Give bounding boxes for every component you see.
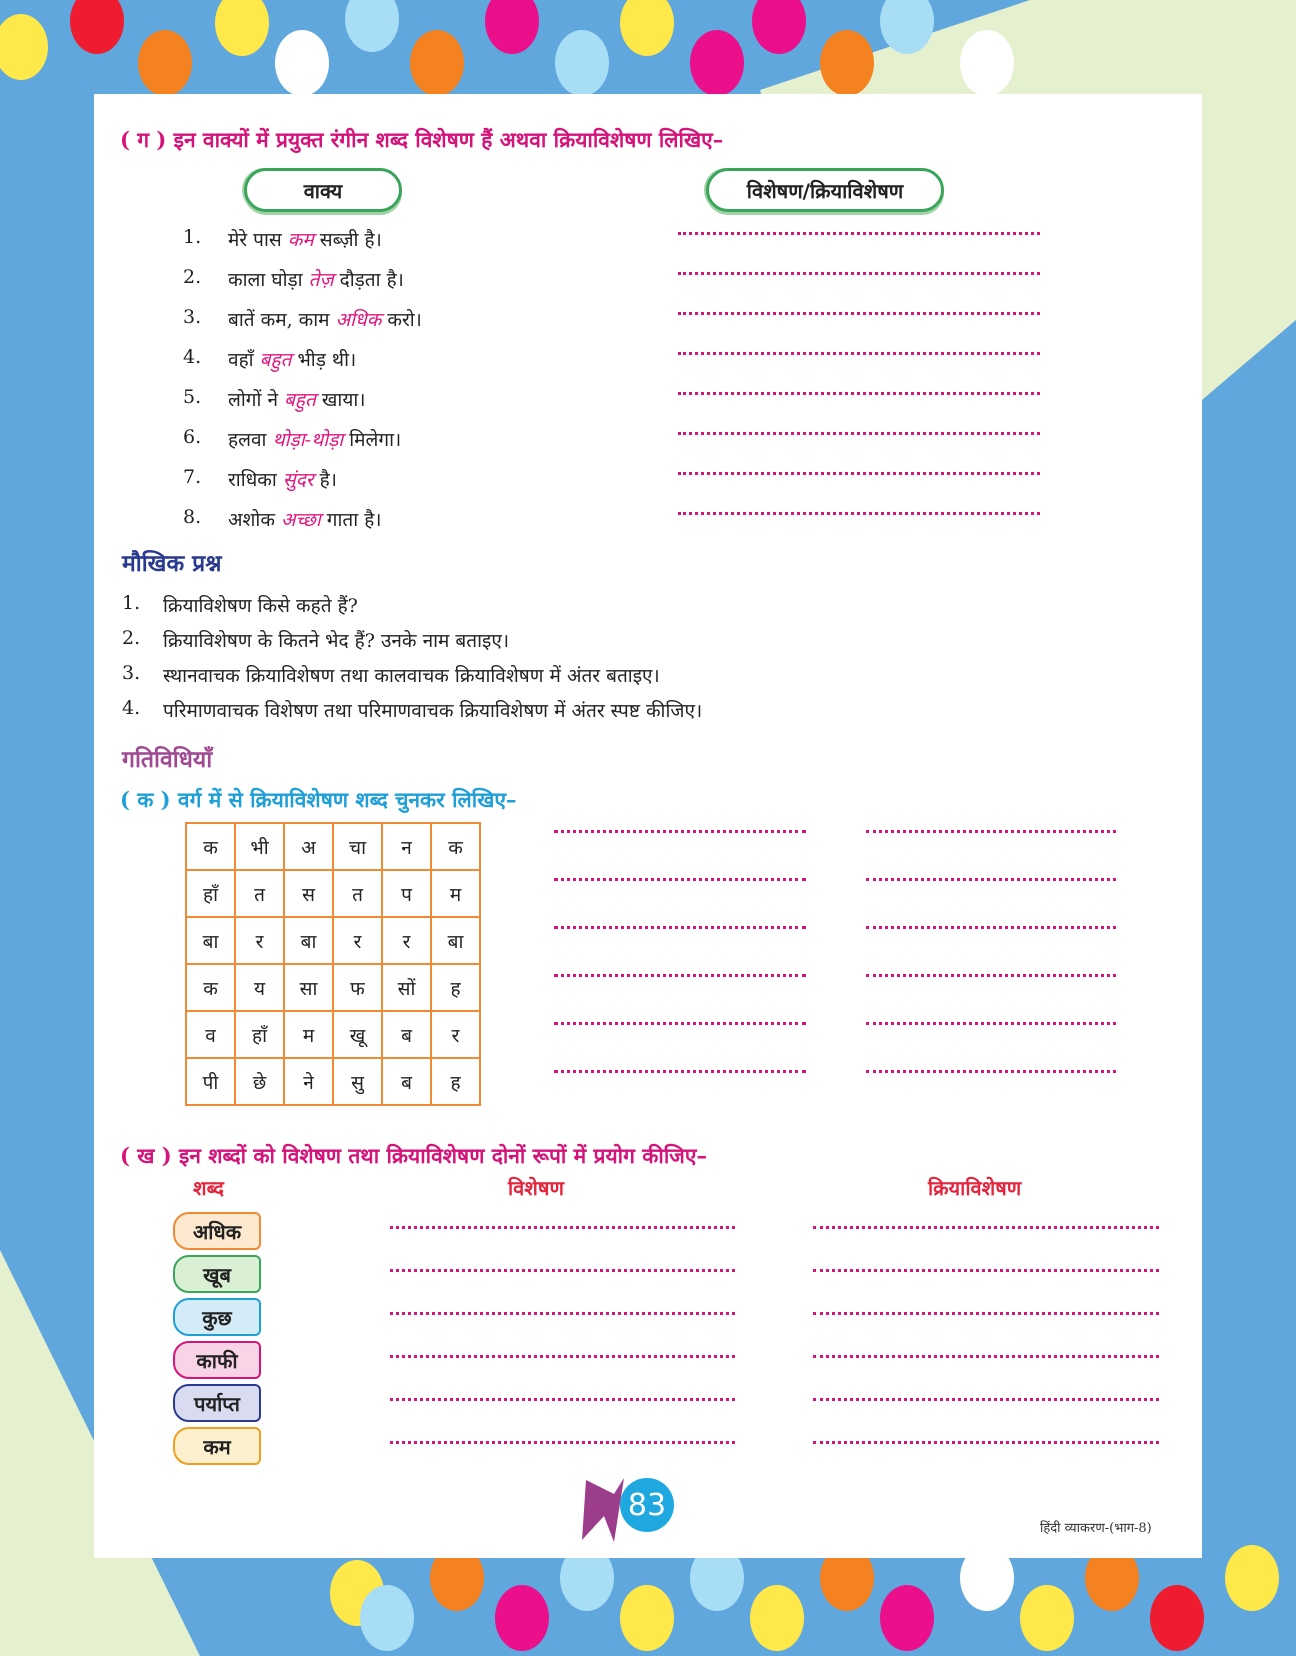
decor-dot <box>620 0 674 56</box>
grid-cell[interactable]: र <box>431 1011 480 1058</box>
grid-cell[interactable]: क <box>186 964 235 1011</box>
list-item-sentence <box>228 466 337 492</box>
word-tag: खूब <box>173 1255 261 1293</box>
decor-dot <box>620 1585 674 1651</box>
decor-dot <box>690 30 744 96</box>
grid-row <box>186 1058 480 1105</box>
answer-line[interactable] <box>554 878 806 881</box>
grid-cell[interactable]: र <box>382 917 431 964</box>
grid-cell[interactable]: अ <box>284 823 333 870</box>
highlighted-word: तेज़ <box>308 269 334 291</box>
oral-questions-heading: मौखिक प्रश्न <box>122 550 222 577</box>
answer-line[interactable] <box>390 1355 735 1358</box>
grid-cell[interactable]: बा <box>186 917 235 964</box>
grid-cell[interactable]: म <box>284 1011 333 1058</box>
grid-cell[interactable]: हाँ <box>186 870 235 917</box>
grid-cell[interactable]: क <box>186 823 235 870</box>
grid-cell[interactable]: स <box>284 870 333 917</box>
question-number: 1. <box>122 592 141 614</box>
answer-line[interactable] <box>813 1269 1159 1272</box>
decor-dot <box>880 1585 934 1651</box>
answer-line[interactable] <box>678 232 1040 235</box>
answer-line[interactable] <box>678 472 1040 475</box>
sentence-text: दौड़ता है। <box>333 269 404 291</box>
decor-dot <box>1020 1585 1074 1651</box>
answer-line[interactable] <box>390 1441 735 1444</box>
question-number: 3. <box>122 662 141 684</box>
grid-cell[interactable]: न <box>382 823 431 870</box>
decor-dot <box>1225 1545 1279 1611</box>
answer-line[interactable] <box>866 830 1116 833</box>
grid-cell[interactable]: हाँ <box>235 1011 284 1058</box>
list-item-sentence <box>228 386 365 412</box>
sentence-text: खाया। <box>315 389 366 411</box>
grid-cell[interactable]: ब <box>382 1011 431 1058</box>
answer-line[interactable] <box>678 312 1040 315</box>
word-tag: कुछ <box>173 1298 261 1336</box>
highlighted-word: कम <box>287 229 314 251</box>
answer-line[interactable] <box>390 1312 735 1315</box>
question-text: परिमाणवाचक विशेषण तथा परिमाणवाचक क्रियाविशेषण में अंतर स्पष्ट कीजिए। <box>163 700 703 722</box>
section-kh-heading: ( ख ) इन शब्दों को विशेषण तथा क्रियाविशेषण दोनों रूपों में प्रयोग कीजिए– <box>120 1143 707 1168</box>
sentence-text: बातें कम, काम <box>228 309 336 331</box>
grid-row <box>186 870 480 917</box>
question-text: क्रियाविशेषण के कितने भेद हैं? उनके नाम बताइए। <box>163 630 510 652</box>
grid-row <box>186 1011 480 1058</box>
grid-row <box>186 964 480 1011</box>
decor-dot <box>820 30 874 96</box>
answer-line[interactable] <box>678 392 1040 395</box>
answer-line[interactable] <box>554 1070 806 1073</box>
sentence-text: भीड़ थी। <box>291 349 357 371</box>
decor-dot <box>345 0 399 52</box>
sentence-text: अशोक <box>228 509 281 531</box>
page-number: 83 <box>620 1478 674 1532</box>
grid-row <box>186 917 480 964</box>
decor-dot <box>215 0 269 56</box>
column-label-adjective-adverb: विशेषण/क्रियाविशेषण <box>706 168 944 212</box>
question-number: 4. <box>122 697 141 719</box>
highlighted-word: अधिक <box>335 309 382 331</box>
list-item-sentence <box>228 306 422 332</box>
grid-cell[interactable]: म <box>431 870 480 917</box>
grid-cell[interactable]: बा <box>431 917 480 964</box>
list-item-sentence <box>228 266 404 292</box>
answer-line[interactable] <box>866 1022 1116 1025</box>
highlighted-word: थोड़ा-थोड़ा <box>272 429 344 451</box>
answer-line[interactable] <box>813 1398 1159 1401</box>
grid-cell[interactable]: बा <box>284 917 333 964</box>
grid-cell[interactable]: खू <box>333 1011 382 1058</box>
answer-line[interactable] <box>554 974 806 977</box>
answer-line[interactable] <box>813 1226 1159 1229</box>
question-number: 2. <box>122 627 141 649</box>
answer-line[interactable] <box>813 1355 1159 1358</box>
sentence-text: हलवा <box>228 429 273 451</box>
grid-cell[interactable]: चा <box>333 823 382 870</box>
decor-dot <box>138 30 192 96</box>
grid-cell[interactable]: ह <box>431 964 480 1011</box>
sentence-text: करो। <box>381 309 422 331</box>
list-item-number: 5. <box>183 386 202 408</box>
answer-line[interactable] <box>678 352 1040 355</box>
grid-cell[interactable]: सा <box>284 964 333 1011</box>
answer-line[interactable] <box>554 830 806 833</box>
sentence-text: गाता है। <box>320 509 382 531</box>
grid-cell[interactable]: र <box>235 917 284 964</box>
list-item-number: 6. <box>183 426 202 448</box>
answer-line[interactable] <box>678 512 1040 515</box>
grid-cell[interactable]: क <box>431 823 480 870</box>
word-tag: अधिक <box>173 1212 261 1250</box>
grid-cell[interactable]: सु <box>333 1058 382 1105</box>
word-tag: कम <box>173 1427 261 1465</box>
section-k-heading: ( क ) वर्ग में से क्रियाविशेषण शब्द चुनकर लिखिए– <box>120 787 517 812</box>
decor-dot <box>750 1585 804 1651</box>
decor-dot <box>360 1585 414 1651</box>
grid-cell[interactable]: फ <box>333 964 382 1011</box>
decor-dot <box>0 14 48 80</box>
question-text: क्रियाविशेषण किसे कहते हैं? <box>163 595 358 617</box>
decor-dot <box>752 0 806 54</box>
highlighted-word: बहुत <box>259 349 292 371</box>
answer-line[interactable] <box>390 1398 735 1401</box>
grid-cell[interactable]: ब <box>382 1058 431 1105</box>
book-title: हिंदी व्याकरण-(भाग-8) <box>1040 1521 1152 1536</box>
grid-cell[interactable]: व <box>186 1011 235 1058</box>
sentence-text: मिलेगा। <box>343 429 402 451</box>
list-item-sentence <box>228 346 356 372</box>
highlighted-word: बहुत <box>284 389 316 411</box>
answer-line[interactable] <box>390 1226 735 1229</box>
grid-cell[interactable]: ह <box>431 1058 480 1105</box>
grid-cell[interactable]: भी <box>235 823 284 870</box>
answer-line[interactable] <box>678 272 1040 275</box>
list-item-sentence <box>228 426 401 452</box>
grid-cell[interactable]: छे <box>235 1058 284 1105</box>
answer-line[interactable] <box>390 1269 735 1272</box>
grid-cell[interactable]: य <box>235 964 284 1011</box>
list-item-number: 8. <box>183 506 202 528</box>
activities-heading: गतिविधियाँ <box>122 746 213 773</box>
decor-dot <box>1150 1585 1204 1651</box>
grid-cell[interactable]: सों <box>382 964 431 1011</box>
list-item-sentence <box>228 226 382 252</box>
grid-cell[interactable]: त <box>235 870 284 917</box>
grid-cell[interactable]: त <box>333 870 382 917</box>
decor-dot <box>960 30 1014 96</box>
word-tag: काफी <box>173 1341 261 1379</box>
grid-cell[interactable]: प <box>382 870 431 917</box>
list-item-number: 2. <box>183 266 202 288</box>
question-text: स्थानवाचक क्रियाविशेषण तथा कालवाचक क्रियाविशेषण में अंतर बताइए। <box>163 665 660 687</box>
answer-line[interactable] <box>554 926 806 929</box>
answer-line[interactable] <box>813 1441 1159 1444</box>
sentence-text: लोगों ने <box>228 389 285 411</box>
grid-cell[interactable]: पी <box>186 1058 235 1105</box>
decor-dot <box>70 0 124 54</box>
answer-line[interactable] <box>866 926 1116 929</box>
sentence-text: मेरे पास <box>228 229 288 251</box>
decor-dot <box>410 30 464 96</box>
list-item-number: 1. <box>183 226 202 248</box>
letter-grid <box>185 822 481 1106</box>
answer-line[interactable] <box>554 1022 806 1025</box>
grid-cell[interactable]: ने <box>284 1058 333 1105</box>
sentence-text: वहाँ <box>228 349 260 371</box>
answer-line[interactable] <box>866 974 1116 977</box>
word-tag: पर्याप्त <box>173 1384 261 1422</box>
sentence-text: है। <box>313 469 337 491</box>
decor-dot <box>275 30 329 96</box>
section-g-heading: ( ग ) इन वाक्यों में प्रयुक्त रंगीन शब्द विशेषण हैं अथवा क्रियाविशेषण लिखिए– <box>120 127 724 152</box>
decor-dot <box>485 0 539 54</box>
decor-dot <box>495 1585 549 1651</box>
answer-line[interactable] <box>866 878 1116 881</box>
list-item-number: 7. <box>183 466 202 488</box>
sentence-text: काला घोड़ा <box>228 269 309 291</box>
list-item-sentence <box>228 506 382 532</box>
column-label-adverb: क्रियाविशेषण <box>928 1176 1022 1200</box>
sentence-text: राधिका <box>228 469 283 491</box>
list-item-number: 4. <box>183 346 202 368</box>
decor-dot <box>555 30 609 96</box>
answer-line[interactable] <box>678 432 1040 435</box>
answer-line[interactable] <box>813 1312 1159 1315</box>
highlighted-word: सुंदर <box>282 469 314 491</box>
grid-row <box>186 823 480 870</box>
highlighted-word: अच्छा <box>281 509 321 531</box>
sentence-text: सब्ज़ी है। <box>313 229 382 251</box>
list-item-number: 3. <box>183 306 202 328</box>
answer-line[interactable] <box>866 1070 1116 1073</box>
column-label-sentence: वाक्य <box>244 168 402 212</box>
grid-cell[interactable]: र <box>333 917 382 964</box>
column-label-word: शब्द <box>193 1176 224 1200</box>
column-label-adjective: विशेषण <box>508 1176 564 1200</box>
